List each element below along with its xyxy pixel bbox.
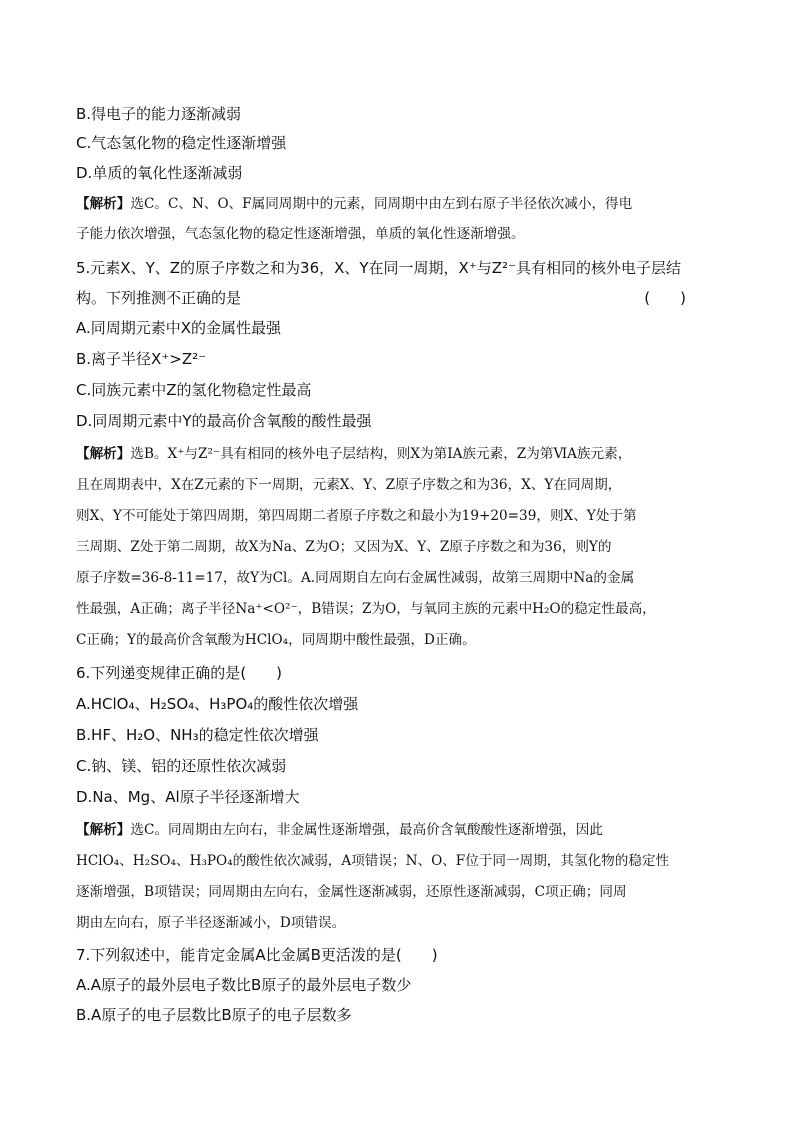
q6-option-a: A.HClO₄、H₂SO₄、H₃PO₄的酸性依次增强 bbox=[76, 695, 359, 713]
q6-analysis-line-3: 逐渐增强，B项错误；同周期由左向右，金属性逐渐减弱，还原性逐渐减弱，C项正确；同周 bbox=[76, 884, 627, 900]
q4-option-c: C.气态氢化物的稳定性逐渐增强 bbox=[76, 134, 287, 152]
q5-analysis-line-5: 原子序数=36-8-11=17，故Y为Cl。A.同周期自左向右金属性减弱，故第三周期中Na的金属 bbox=[76, 570, 635, 586]
q7-option-a: A.A原子的最外层电子数比B原子的最外层电子数少 bbox=[76, 976, 412, 994]
q5-analysis-line-3: 则X、Y不可能处于第四周期，第四周期二者原子序数之和最小为19+20=39，则X、Y处于第 bbox=[76, 508, 637, 524]
q5-stem-line-1: 5.元素X、Y、Z的原子序数之和为36，X、Y在同一周期，X⁺与Z²⁻具有相同的核外电子层结 bbox=[76, 259, 681, 277]
q6-analysis-line-4: 期由左向右，原子半径逐渐减小，D项错误。 bbox=[76, 915, 346, 931]
q5-analysis-line-2: 且在周期表中，X在Z元素的下一周期，元素X、Y、Z原子序数之和为36，X、Y在同周期， bbox=[76, 477, 622, 493]
q4-analysis-line-2: 子能力依次增强，气态氢化物的稳定性逐渐增强，单质的氧化性逐渐增强。 bbox=[76, 226, 525, 242]
q5-option-d: D.同周期元素中Y的最高价含氧酸的酸性最强 bbox=[76, 412, 372, 430]
q4-analysis-line-1: 【解析】选C。C、N、O、F属同周期中的元素，同周期中由左到右原子半径依次减小，得电 bbox=[76, 196, 633, 212]
q5-answer-parentheses: ( ) bbox=[644, 289, 686, 307]
q5-option-b: B.离子半径X⁺>Z²⁻ bbox=[76, 350, 207, 368]
q5-option-c: C.同族元素中Z的氢化物稳定性最高 bbox=[76, 381, 312, 399]
q5-analysis-line-7: C正确；Y的最高价含氧酸为HClO₄，同周期中酸性最强，D正确。 bbox=[76, 632, 476, 648]
q6-analysis-line-1: 【解析】选C。同周期由左向右，非金属性逐渐增强，最高价含氧酸酸性逐渐增强，因此 bbox=[76, 822, 603, 838]
q7-option-b: B.A原子的电子层数比B原子的电子层数多 bbox=[76, 1006, 352, 1024]
analysis-tag: 【解析】 bbox=[76, 822, 131, 838]
analysis-tag: 【解析】 bbox=[76, 196, 131, 212]
q5-analysis-line-4: 三周期、Z处于第二周期，故X为Na、Z为O；又因为X、Y、Z原子序数之和为36，则Y的 bbox=[76, 539, 612, 555]
q6-option-b: B.HF、H₂O、NH₃的稳定性依次增强 bbox=[76, 726, 319, 744]
q5-stem-line-2: 构。下列推测不正确的是 ( ) bbox=[76, 289, 686, 307]
q6-option-c: C.钠、镁、铝的还原性依次减弱 bbox=[76, 757, 287, 775]
q5-analysis-line-1: 【解析】选B。X⁺与Z²⁻具有相同的核外电子层结构，则X为第ⅠA族元素，Z为第ⅥA族元素， bbox=[76, 446, 632, 462]
q5-analysis-line-6: 性最强，A正确；离子半径Na⁺<O²⁻，B错误；Z为O，与氧同主族的元素中H₂O的稳定性最高， bbox=[76, 601, 656, 617]
q6-stem: 6.下列递变规律正确的是( ) bbox=[76, 664, 283, 682]
q5-option-a: A.同周期元素中X的金属性最强 bbox=[76, 319, 282, 337]
analysis-tag: 【解析】 bbox=[76, 446, 131, 462]
q6-analysis-line-2: HClO₄、H₂SO₄、H₃PO₄的酸性依次减弱，A项错误；N、O、F位于同一周期，其氢化物的稳定性 bbox=[76, 853, 670, 869]
q6-option-d: D.Na、Mg、Al原子半径逐渐增大 bbox=[76, 788, 300, 806]
q4-option-b: B.得电子的能力逐渐减弱 bbox=[76, 105, 242, 123]
q7-stem: 7.下列叙述中，能肯定金属A比金属B更活泼的是( ) bbox=[76, 946, 438, 964]
q4-option-d: D.单质的氧化性逐渐减弱 bbox=[76, 164, 243, 182]
